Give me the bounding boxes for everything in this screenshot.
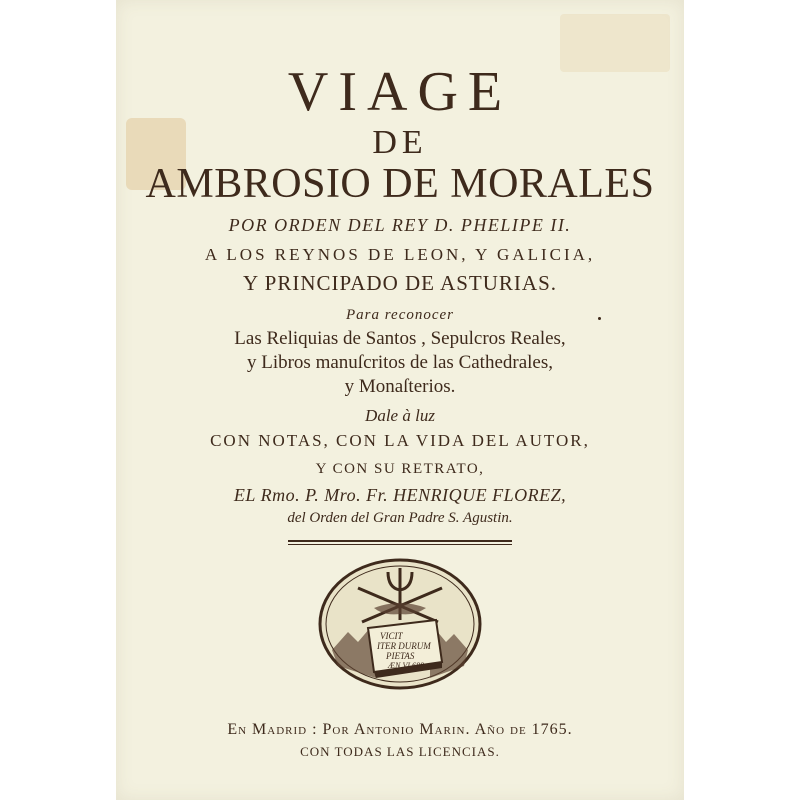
relics-line-2: y Libros manuſcritos de las Cathedrales, (246, 352, 554, 373)
order-line: del Orden del Gran Padre S. Agustin. (287, 510, 513, 526)
editor-line: EL Rmo. P. Mro. Fr. HENRIQUE FLOREZ, (233, 485, 567, 505)
imprint-line: En Madrid : Por Antonio Marin. Año de 1765. (227, 721, 573, 738)
relics-line-1: Las Reliquias de Santos , Sepulcros Reales, (234, 328, 566, 349)
published-by-line: Dale à luz (365, 406, 435, 425)
emblem-motto-4: ÆN.VI.688. (388, 661, 426, 670)
author-name: AMBROSIO DE MORALES (145, 161, 655, 207)
purpose-line: Para reconocer (346, 307, 454, 323)
title-connector: DE (372, 124, 428, 161)
ink-speck (598, 317, 601, 320)
divider-rule-thin (288, 544, 512, 545)
portrait-line: Y CON SU RETRATO, (315, 461, 485, 477)
licenses-line: CON TODAS LAS LICENCIAS. (300, 744, 500, 759)
principality-line: Y PRINCIPADO DE ASTURIAS. (243, 271, 557, 295)
divider-rule (288, 540, 512, 542)
printer-emblem (318, 558, 482, 690)
emblem-motto-2: ITER DURUM (377, 641, 431, 651)
notes-line: CON NOTAS, CON LA VIDA DEL AUTOR, (210, 431, 590, 450)
emblem-motto-1: VICIT (380, 631, 403, 641)
book-title: VIAGE (287, 61, 513, 123)
commission-line: POR ORDEN DEL REY D. PHELIPE II. (228, 215, 572, 235)
kingdoms-line: A LOS REYNOS DE LEON, Y GALICIA, (204, 245, 596, 264)
emblem-motto-3: PIETAS (386, 651, 415, 661)
relics-line-3: y Monaſterios. (344, 376, 456, 397)
